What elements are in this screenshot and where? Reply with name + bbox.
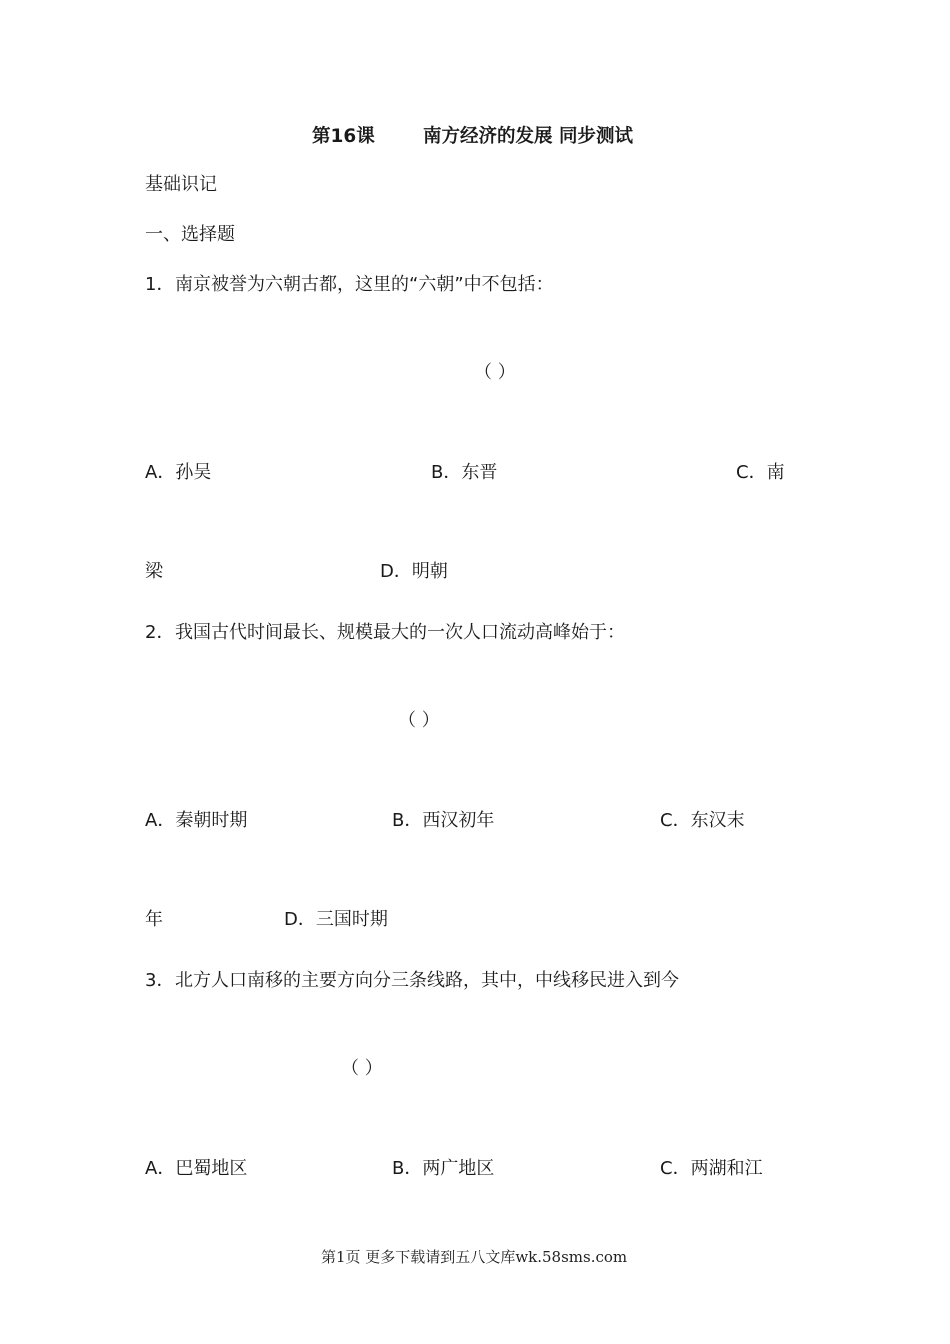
- option-b: B．两广地区: [392, 1158, 495, 1179]
- option-b: B．东晋: [431, 462, 498, 483]
- question-number: 1．: [145, 274, 175, 295]
- section-heading: 一、选择题: [145, 224, 235, 245]
- option-a: A．秦朝时期: [145, 810, 248, 831]
- page-title-subject: 南方经济的发展 同步测试: [423, 126, 633, 147]
- page-title-lesson: 第16课: [312, 126, 375, 147]
- option-a: A．巴蜀地区: [145, 1158, 248, 1179]
- page-footer: 第1页 更多下载请到五八文库wk.58sms.com: [321, 1248, 628, 1266]
- option-d: D．三国时期: [284, 909, 388, 930]
- question-stem: 北方人口南移的主要方向分三条线路，其中，中线移民进入到今: [175, 970, 679, 991]
- option-c-continued: 年: [145, 909, 163, 930]
- answer-blank: （ ）: [398, 710, 440, 731]
- option-b: B．西汉初年: [392, 810, 495, 831]
- answer-blank: （ ）: [474, 362, 516, 383]
- option-d: D．明朝: [380, 561, 448, 582]
- question-stem: 南京被誉为六朝古都，这里的“六朝”中不包括：: [175, 274, 554, 295]
- option-c-continued: 梁: [145, 561, 163, 582]
- answer-blank: （ ）: [341, 1058, 383, 1079]
- question-number: 2．: [145, 622, 175, 643]
- option-c: C．两湖和江: [660, 1158, 763, 1179]
- question-stem: 我国古代时间最长、规模最大的一次人口流动高峰始于：: [175, 622, 625, 643]
- option-a: A．孙吴: [145, 462, 212, 483]
- section-label: 基础识记: [145, 174, 217, 195]
- option-c: C．东汉末: [660, 810, 745, 831]
- question-number: 3．: [145, 970, 175, 991]
- option-c: C．南: [736, 462, 785, 483]
